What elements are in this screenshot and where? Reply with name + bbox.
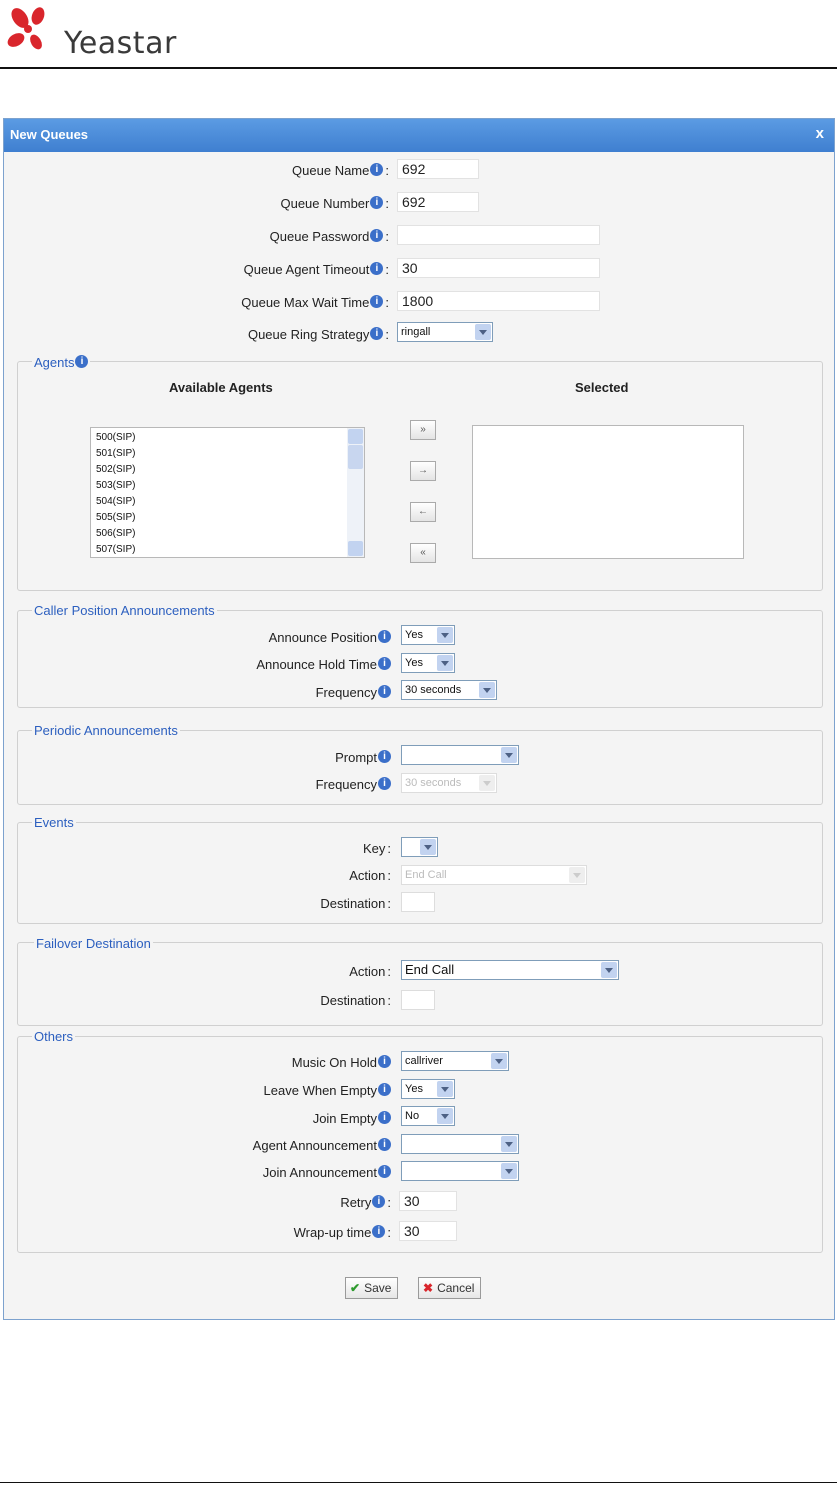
- announce-hold-time-select[interactable]: Yes: [401, 653, 455, 673]
- agent-announcement-label: Agent Announcement i: [253, 1138, 391, 1153]
- chevron-down-icon: [601, 962, 617, 978]
- chevron-down-icon: [569, 867, 585, 883]
- chevron-down-icon: [475, 324, 491, 340]
- info-icon[interactable]: i: [370, 262, 383, 275]
- checkmark-icon: ✔: [350, 1281, 361, 1295]
- agents-legend: Agents i: [32, 355, 90, 370]
- retry-input[interactable]: [399, 1191, 457, 1211]
- queue-password-input[interactable]: [397, 225, 600, 245]
- list-item[interactable]: 504(SIP): [96, 496, 136, 507]
- key-select[interactable]: [401, 837, 438, 857]
- info-icon[interactable]: i: [378, 777, 391, 790]
- join-announcement-label: Join Announcement i: [263, 1165, 391, 1180]
- failover-action-label: Action :: [349, 964, 391, 979]
- list-item[interactable]: 500(SIP): [96, 432, 136, 443]
- periodic-fieldset: [17, 730, 823, 805]
- events-legend: Events: [34, 815, 74, 830]
- info-icon[interactable]: i: [372, 1225, 385, 1238]
- add-button[interactable]: →: [410, 461, 436, 481]
- periodic-frequency-label: Frequency i: [316, 777, 391, 792]
- brand-name: Yeastar: [64, 26, 177, 61]
- music-on-hold-select[interactable]: callriver: [401, 1051, 509, 1071]
- scroll-up-icon[interactable]: [348, 429, 363, 444]
- event-destination-label: Destination :: [320, 896, 391, 911]
- list-item[interactable]: 502(SIP): [96, 464, 136, 475]
- yeastar-flower-icon: [6, 4, 62, 60]
- available-agents-list[interactable]: [90, 427, 365, 558]
- wrapup-label: Wrap-up time i :: [293, 1225, 391, 1240]
- queue-number-label: Queue Number i :: [280, 196, 389, 211]
- caller-position-legend: Caller Position Announcements: [34, 603, 215, 618]
- scroll-down-icon[interactable]: [348, 541, 363, 556]
- leave-when-empty-label: Leave When Empty i: [264, 1083, 391, 1098]
- wrapup-input[interactable]: [399, 1221, 457, 1241]
- list-item[interactable]: 501(SIP): [96, 448, 136, 459]
- chevron-down-icon: [437, 627, 453, 643]
- chevron-down-icon: [501, 1136, 517, 1152]
- queue-password-label: Queue Password i :: [269, 229, 389, 244]
- info-icon[interactable]: i: [378, 1055, 391, 1068]
- prompt-select[interactable]: [401, 745, 519, 765]
- max-wait-label: Queue Max Wait Time i :: [241, 295, 389, 310]
- list-item[interactable]: 505(SIP): [96, 512, 136, 523]
- event-destination-select[interactable]: [401, 892, 435, 912]
- list-item[interactable]: 507(SIP): [96, 544, 136, 555]
- ring-strategy-select[interactable]: ringall: [397, 322, 493, 342]
- failover-legend: Failover Destination: [36, 936, 151, 951]
- info-icon[interactable]: i: [370, 163, 383, 176]
- info-icon[interactable]: i: [378, 630, 391, 643]
- join-empty-label: Join Empty i: [313, 1111, 391, 1126]
- info-icon[interactable]: i: [372, 1195, 385, 1208]
- failover-destination-label: Destination :: [320, 993, 391, 1008]
- new-queues-dialog: [3, 118, 835, 1320]
- frequency-label: Frequency i: [316, 685, 391, 700]
- available-agents-header: Available Agents: [169, 380, 273, 395]
- info-icon[interactable]: i: [378, 1083, 391, 1096]
- dialog-title: New Queues: [10, 127, 89, 142]
- scrollbar[interactable]: [347, 428, 364, 557]
- failover-fieldset: [17, 942, 823, 1026]
- queue-name-input[interactable]: [397, 159, 479, 179]
- chevron-down-icon: [437, 1108, 453, 1124]
- periodic-frequency-select[interactable]: 30 seconds: [401, 773, 497, 793]
- remove-button[interactable]: ←: [410, 502, 436, 522]
- dialog-titlebar: [4, 119, 834, 152]
- list-item[interactable]: 503(SIP): [96, 480, 136, 491]
- frequency-select[interactable]: 30 seconds: [401, 680, 497, 700]
- retry-label: Retry i :: [340, 1195, 391, 1210]
- announce-hold-time-label: Announce Hold Time i: [256, 657, 391, 672]
- info-icon[interactable]: i: [378, 1138, 391, 1151]
- info-icon[interactable]: i: [378, 750, 391, 763]
- prompt-label: Prompt i: [335, 750, 391, 765]
- info-icon[interactable]: i: [75, 355, 88, 368]
- remove-all-button[interactable]: «: [410, 543, 436, 563]
- chevron-down-icon: [420, 839, 436, 855]
- info-icon[interactable]: i: [378, 1111, 391, 1124]
- list-item[interactable]: 506(SIP): [96, 528, 136, 539]
- info-icon[interactable]: i: [370, 295, 383, 308]
- event-action-label: Action :: [349, 868, 391, 883]
- ring-strategy-label: Queue Ring Strategy i :: [247, 327, 389, 342]
- leave-when-empty-select[interactable]: Yes: [401, 1079, 455, 1099]
- agent-timeout-input[interactable]: [397, 258, 600, 278]
- cross-icon: ✖: [423, 1281, 434, 1295]
- cancel-button[interactable]: ✖ Cancel: [418, 1277, 481, 1299]
- max-wait-input[interactable]: [397, 291, 600, 311]
- info-icon[interactable]: i: [370, 196, 383, 209]
- announce-position-label: Announce Position i: [269, 630, 391, 645]
- periodic-legend: Periodic Announcements: [34, 723, 178, 738]
- save-button[interactable]: ✔ Save: [345, 1277, 398, 1299]
- selected-header: Selected: [575, 380, 629, 395]
- selected-agents-list[interactable]: [472, 425, 744, 559]
- chevron-down-icon: [479, 682, 495, 698]
- others-legend: Others: [34, 1029, 74, 1044]
- queue-number-input[interactable]: [397, 192, 479, 212]
- chevron-down-icon: [491, 1053, 507, 1069]
- event-action-select[interactable]: End Call: [401, 865, 587, 885]
- chevron-down-icon: [501, 747, 517, 763]
- music-on-hold-label: Music On Hold i: [292, 1055, 391, 1070]
- add-all-button[interactable]: »: [410, 420, 436, 440]
- join-empty-select[interactable]: No: [401, 1106, 455, 1126]
- failover-action-select[interactable]: End Call: [401, 960, 619, 980]
- chevron-down-icon: [479, 775, 495, 791]
- agent-timeout-label: Queue Agent Timeout i :: [243, 262, 389, 277]
- queue-name-label: Queue Name i :: [292, 163, 389, 178]
- yeastar-logo: [6, 4, 177, 61]
- info-icon[interactable]: i: [370, 229, 383, 242]
- chevron-down-icon: [437, 1081, 453, 1097]
- info-icon[interactable]: i: [378, 685, 391, 698]
- header-divider: [0, 67, 837, 69]
- announce-position-select[interactable]: Yes: [401, 625, 455, 645]
- info-icon[interactable]: i: [378, 657, 391, 670]
- info-icon[interactable]: i: [378, 1165, 391, 1178]
- agent-announcement-select[interactable]: [401, 1134, 519, 1154]
- scroll-thumb[interactable]: [348, 445, 363, 469]
- failover-destination-select[interactable]: [401, 990, 435, 1010]
- key-label: Key :: [362, 841, 391, 856]
- chevron-down-icon: [501, 1163, 517, 1179]
- info-icon[interactable]: i: [370, 327, 383, 340]
- close-icon[interactable]: x: [815, 125, 824, 142]
- chevron-down-icon: [437, 655, 453, 671]
- join-announcement-select[interactable]: [401, 1161, 519, 1181]
- footer-divider: [0, 1482, 837, 1483]
